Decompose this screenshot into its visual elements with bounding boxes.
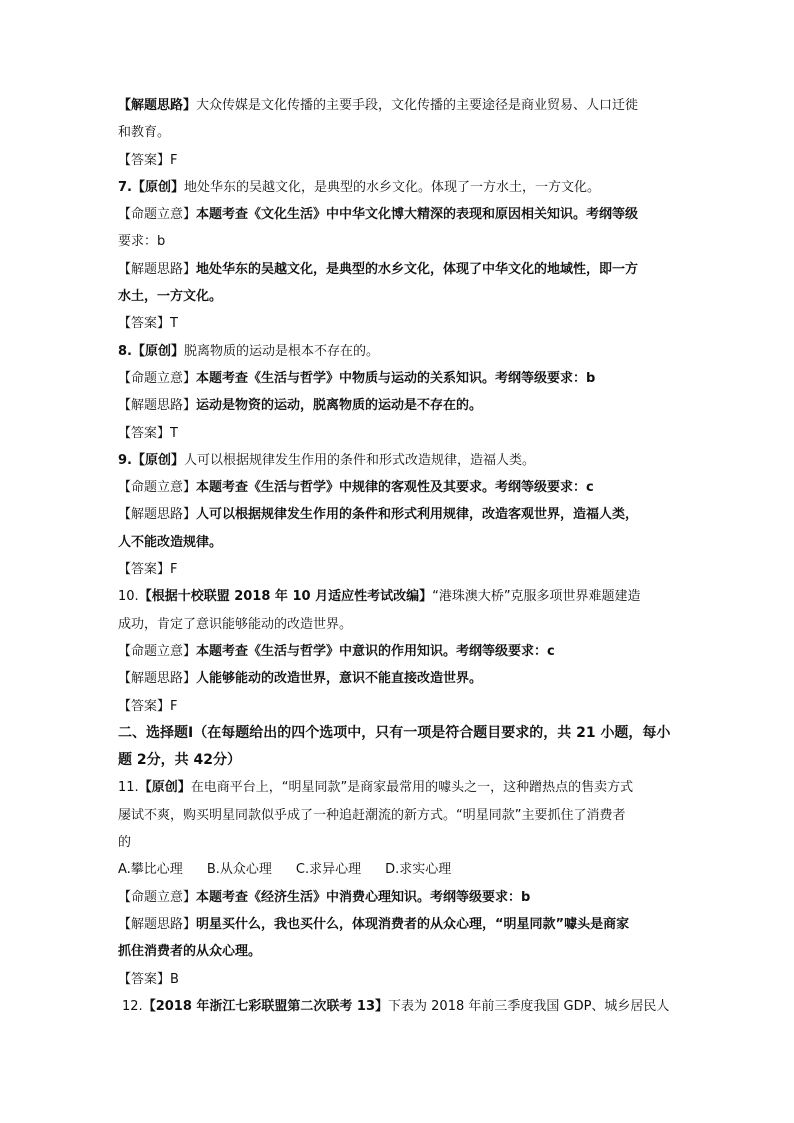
- text-segment: 题 2分，共 42分）: [118, 752, 241, 769]
- text-line: [118, 993, 678, 1020]
- text-line: [118, 283, 678, 310]
- text-segment: 【答案】F: [118, 698, 178, 714]
- text-segment: 地处华东的吴越文化，是典型的水乡文化。体现了一方水土，一方文化。: [183, 179, 600, 195]
- text-segment: 和教育。: [118, 125, 171, 141]
- text-segment: 【答案】T: [118, 425, 178, 441]
- text-segment: 【命题立意】: [118, 643, 197, 659]
- text-segment: 9.【原创】: [118, 452, 184, 468]
- text-segment: 【原创】: [138, 780, 191, 796]
- text-segment: 明星买什么，我也买什么，体现消费者的从众心理，“明星同款”噱头是商家: [196, 916, 630, 932]
- text-segment: 12.: [122, 998, 143, 1014]
- text-segment: 10.: [118, 589, 139, 605]
- option-d: D.求实心理: [385, 862, 452, 878]
- section-heading: [118, 720, 678, 747]
- text-segment: 屡试不爽，购买明星同款似乎成了一种追赶潮流的新方式。“明星同款”主要抓住了消费者: [118, 807, 626, 823]
- text-line: [118, 693, 678, 720]
- text-segment: 二、选择题Ⅰ（在每题给出的四个选项中，只有一项是符合题目要求的，共 21 小题，每小: [118, 724, 671, 741]
- text-segment: 【解题思路】: [118, 98, 197, 113]
- text-segment: 【答案】T: [118, 316, 178, 332]
- text-segment: 地处华东的吴越文化，是典型的水乡文化，体现了中华文化的地域性，即一方: [196, 261, 639, 277]
- text-line: [118, 638, 678, 665]
- text-segment: 人不能改造规律。: [118, 534, 223, 550]
- text-line: [118, 420, 678, 447]
- text-segment: 要求：b: [118, 234, 166, 250]
- text-line: [118, 119, 678, 146]
- text-segment: 【答案】F: [118, 152, 178, 168]
- text-segment: 【解题思路】: [118, 261, 197, 277]
- text-segment: 【解题思路】: [118, 671, 197, 687]
- text-segment: 成功，肯定了意识能够能动的改造世界。: [118, 616, 353, 632]
- text-segment: 大众传媒是文化传播的主要手段，文化传播的主要途径是商业贸易、人口迁徙: [196, 98, 639, 113]
- text-line: [118, 201, 678, 228]
- text-segment: 【命题立意】: [118, 370, 197, 386]
- text-line: [118, 338, 678, 365]
- text-line: [118, 529, 678, 556]
- text-segment: 的: [118, 835, 132, 851]
- text-segment: 本题考查《文化生活》中中华文化博大精深的表现和原因相关知识。考纲等级: [196, 207, 639, 223]
- text-segment: 人能够能动的改造世界，意识不能直接改造世界。: [196, 671, 483, 687]
- text-line: [118, 228, 678, 255]
- text-line: [118, 611, 678, 638]
- text-segment: 【解题思路】: [118, 916, 197, 932]
- section-heading: [118, 747, 678, 774]
- answer-options: [118, 856, 678, 883]
- text-segment: “港珠澳大桥”克服多项世界难题建造: [432, 589, 641, 605]
- text-line: [118, 938, 678, 965]
- text-line: [118, 774, 678, 801]
- text-segment: 抓住消费者的从众心理。: [118, 944, 262, 960]
- text-line: [118, 147, 678, 174]
- document-body: [118, 92, 678, 1020]
- text-segment: 【解题思路】: [118, 507, 197, 523]
- text-line: [118, 583, 678, 610]
- text-segment: 【根据十校联盟 2018 年 10 月适应性考试改编】: [138, 589, 433, 605]
- option-b: B.从众心理: [206, 862, 272, 878]
- text-line: [118, 392, 678, 419]
- text-segment: 水土，一方文化。: [118, 289, 223, 305]
- option-c: C.求异心理: [295, 862, 362, 878]
- text-line: [118, 365, 678, 392]
- text-line: [118, 911, 678, 938]
- text-line: [118, 256, 678, 283]
- text-segment: 【答案】F: [118, 562, 178, 578]
- text-segment: 脱离物质的运动是根本不存在的。: [183, 343, 379, 359]
- text-segment: 【命题立意】: [118, 207, 197, 223]
- text-line: [118, 474, 678, 501]
- text-segment: 【命题立意】: [118, 889, 197, 905]
- text-line: [118, 665, 678, 692]
- option-a: A.攀比心理: [118, 862, 183, 878]
- text-line: [118, 802, 678, 829]
- text-line: [118, 556, 678, 583]
- text-segment: 本题考查《经济生活》中消费心理知识。考纲等级要求：b: [196, 889, 531, 905]
- text-line: [118, 310, 678, 337]
- text-segment: 本题考查《生活与哲学》中物质与运动的关系知识。考纲等级要求：b: [196, 370, 596, 386]
- text-segment: 【2018 年浙江七彩联盟第二次联考 13】: [142, 998, 389, 1014]
- text-line: [118, 447, 678, 474]
- text-line: [118, 884, 678, 911]
- text-line: [118, 966, 678, 993]
- text-line: [118, 829, 678, 856]
- text-line: [118, 501, 678, 528]
- text-line: [118, 174, 678, 201]
- text-segment: 本题考查《生活与哲学》中意识的作用知识。考纲等级要求：c: [196, 643, 555, 659]
- text-segment: 在电商平台上，“明星同款”是商家最常用的噱头之一，这种蹭热点的售卖方式: [190, 780, 634, 796]
- text-segment: 运动是物资的运动，脱离物质的运动是不存在的。: [196, 398, 483, 414]
- text-segment: 本题考查《生活与哲学》中规律的客观性及其要求。考纲等级要求：c: [196, 480, 594, 496]
- text-segment: 【答案】B: [118, 971, 179, 987]
- text-segment: 人可以根据规律发生作用的条件和形式改造规律，造福人类。: [183, 452, 535, 468]
- text-segment: 8.【原创】: [118, 343, 184, 359]
- text-segment: 【命题立意】: [118, 480, 197, 496]
- text-segment: 人可以根据规律发生作用的条件和形式利用规律，改造客观世界，造福人类，: [196, 507, 639, 523]
- text-line: [118, 92, 678, 119]
- text-segment: 【解题思路】: [118, 398, 197, 414]
- text-segment: 下表为 2018 年前三季度我国 GDP、城乡居民人: [388, 998, 670, 1014]
- text-segment: 11.: [118, 780, 139, 796]
- text-segment: 7.【原创】: [118, 179, 184, 195]
